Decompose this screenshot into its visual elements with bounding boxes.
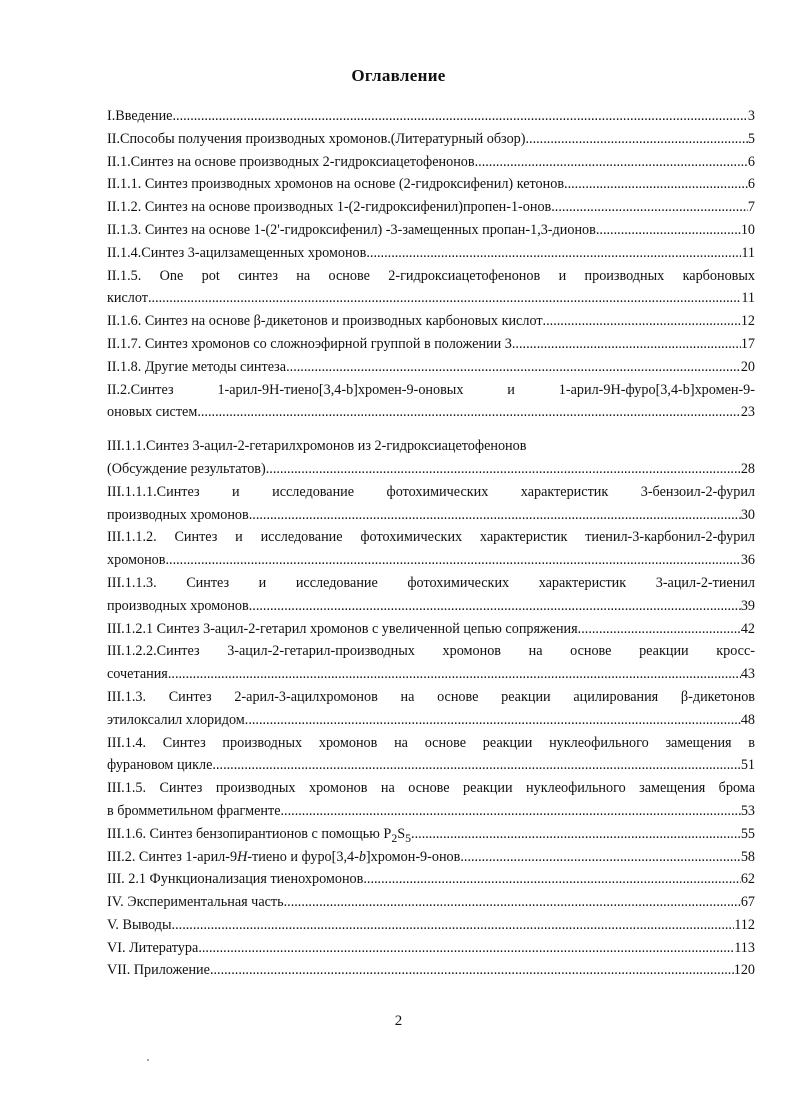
toc-entry-2-1-5-line1: II.1.5. One pot синтез на основе 2-гидроксиацетофенонов и производных карбоновых	[107, 267, 755, 284]
toc-page-number: 51	[740, 757, 755, 774]
toc-entry-3-1-2-2-line1: III.1.2.2.Синтез 3-ацил-2-гетарил-производных хромонов на основе реакции кросс-	[107, 643, 755, 660]
toc-entry-2-1-5-line2: кислот ..... 11	[107, 287, 755, 310]
toc-page-number: 12	[740, 313, 755, 330]
toc-entry-3-1-6: III.1.6. Синтез бензопирантионов с помощью $P_2S_5$ ..... 55	[107, 823, 755, 846]
toc-page-number: 10	[740, 221, 755, 238]
toc-page-number: 58	[740, 848, 755, 865]
toc-entry-3-1-3-line1: III.1.3. Синтез 2-арил-3-ацилхромонов на основе реакции ацилирования β-дикетонов	[107, 688, 755, 705]
toc-entry-3-1-1-3-line1: III.1.1.3. Синтез и исследование фотохимических характеристик 3-ацил-2-тиенил	[107, 574, 755, 591]
toc-page-number: 3	[747, 108, 755, 124]
toc-page-number: 43	[740, 666, 755, 683]
toc-page-number: 20	[740, 358, 755, 375]
toc-entry-2-1-3: II.1.3. Синтез на основе 1-(2'-гидроксифенил) -3-замещенных пропан-1,3-дионов ..... 10	[107, 219, 755, 242]
scan-speck	[147, 1059, 149, 1061]
toc-page-number: 28	[740, 460, 755, 477]
toc-page-number: 17	[740, 335, 755, 352]
toc-entry-2-1-1: II.1.1. Синтез производных хромонов на основе (2-гидроксифенил) кетонов ..... 6	[107, 173, 755, 196]
toc-entry-3-1-1-1-line2: производных хромонов ..... 30	[107, 504, 755, 527]
toc-page-number: 42	[740, 620, 755, 637]
toc-entry-3-1-1-3-line2: производных хромонов ..... 39	[107, 595, 755, 618]
toc-page-number: 39	[740, 597, 755, 614]
toc-entry-2-1-4: II.1.4.Синтез 3-ацилзамещенных хромонов ..... 11	[107, 242, 755, 265]
toc-entry-3-1-1-2-line1: III.1.1.2. Синтез и исследование фотохимических характеристик тиенил-3-карбонил-2-фурил	[107, 529, 755, 546]
toc-page-number: 120	[733, 962, 755, 979]
toc-page-number: 11	[741, 244, 755, 261]
toc-entry-3-1-1-line1: III.1.1.Синтез 3-ацил-2-гетарилхромонов из 2-гидроксиацетофенонов	[107, 438, 527, 455]
toc-entry-3-1-1-line2: (Обсуждение результатов) ..... 28	[107, 458, 755, 481]
toc-entry-3-1-1-1-line1: III.1.1.1.Синтез и исследование фотохимических характеристик 3-бензоил-2-фурил	[107, 483, 755, 500]
toc-page-number: 5	[747, 130, 755, 147]
toc-page-number: 113	[734, 939, 755, 956]
page-title: Оглавление	[351, 66, 446, 85]
toc-entry-chapter-2: II.Способы получения производных хромонов.(Литературный обзор) ..... 5	[107, 128, 755, 151]
toc-entry-2-1: II.1.Синтез на основе производных 2-гидроксиацетофенонов ..... 6	[107, 151, 755, 174]
toc-page-number: 23	[740, 404, 755, 421]
toc-entry-chapter-5: V. Выводы ..... 112	[107, 914, 755, 937]
toc-page-number: 53	[740, 802, 755, 819]
toc-entry-3-1-1-2-line2: хромонов ..... 36	[107, 549, 755, 572]
toc-entry-3-1-5-line2: в бромметильном фрагменте ..... 53	[107, 800, 755, 823]
toc-entry-3-1-2-2-line2: сочетания ..... 43	[107, 663, 755, 686]
toc-page-number: 36	[740, 552, 755, 569]
toc-entry-2-1-6: II.1.6. Синтез на основе β-дикетонов и производных карбоновых кислот ..... 12	[107, 310, 755, 333]
toc-entry-3-1-2-1: III.1.2.1 Синтез 3-ацил-2-гетарил хромонов с увеличенной цепью сопряжения ..... 42	[107, 618, 755, 641]
toc-page-number: 55	[740, 825, 755, 842]
toc-page-number: 30	[740, 506, 755, 523]
toc-entry-3-1-4-line2: фурановом цикле ..... 51	[107, 754, 755, 777]
toc-entry-2-1-8: II.1.8. Другие методы синтеза ..... 20	[107, 356, 755, 379]
toc-page-number: 112	[734, 916, 755, 933]
page-number: 2	[394, 1013, 403, 1029]
toc-page-number: 6	[747, 176, 755, 193]
toc-entry-2-1-2: II.1.2. Синтез на основе производных 1-(2-гидроксифенил)пропен-1-онов ..... 7	[107, 196, 755, 219]
toc-entry-chapter-6: VI. Литература ..... 113	[107, 937, 755, 960]
toc-entry-chapter-7: VII. Приложение ..... 120	[107, 959, 755, 982]
toc-entry-chapter-4: IV. Экспериментальная часть ..... 67	[107, 891, 755, 914]
toc-entry-2-2-line1: II.2.Синтез 1-арил-9Н-тиено[3,4-b]хромен-9-оновых и 1-арил-9Н-фуро[3,4-b]хромен-9-	[107, 381, 755, 398]
toc-entry-2-1-7: II.1.7. Синтез хромонов со сложноэфирной группой в положении 3 ..... 17	[107, 333, 755, 356]
toc-entry-3-1-3-line2: этилоксалил хлоридом ..... 48	[107, 709, 755, 732]
toc-page-number: 6	[747, 153, 755, 170]
toc-page-number: 7	[747, 199, 755, 216]
table-of-contents	[107, 105, 755, 982]
toc-entry-3-2-1: III. 2.1 Функционализация тиенохромонов ..... 62	[107, 868, 755, 891]
toc-entry-2-2-line2: оновых систем ..... 23	[107, 401, 755, 424]
toc-page-number: 67	[740, 894, 755, 911]
toc-entry-3-2: III.2. Синтез 1-арил-9H-тиено и фуро[3,4-b]хромон-9-онов ..... 58	[107, 846, 755, 869]
toc-entry-3-1-5-line1: III.1.5. Синтез производных хромонов на основе реакции нуклеофильного замещения брома	[107, 780, 755, 797]
toc-entry-3-1-4-line1: III.1.4. Синтез производных хромонов на основе реакции нуклеофильного замещения в	[107, 734, 755, 751]
toc-page-number: 62	[740, 871, 755, 888]
toc-entry-introduction: I.Введение ..... 3	[107, 105, 755, 128]
toc-page-number: 48	[740, 711, 755, 728]
toc-page-number: 11	[741, 290, 755, 307]
